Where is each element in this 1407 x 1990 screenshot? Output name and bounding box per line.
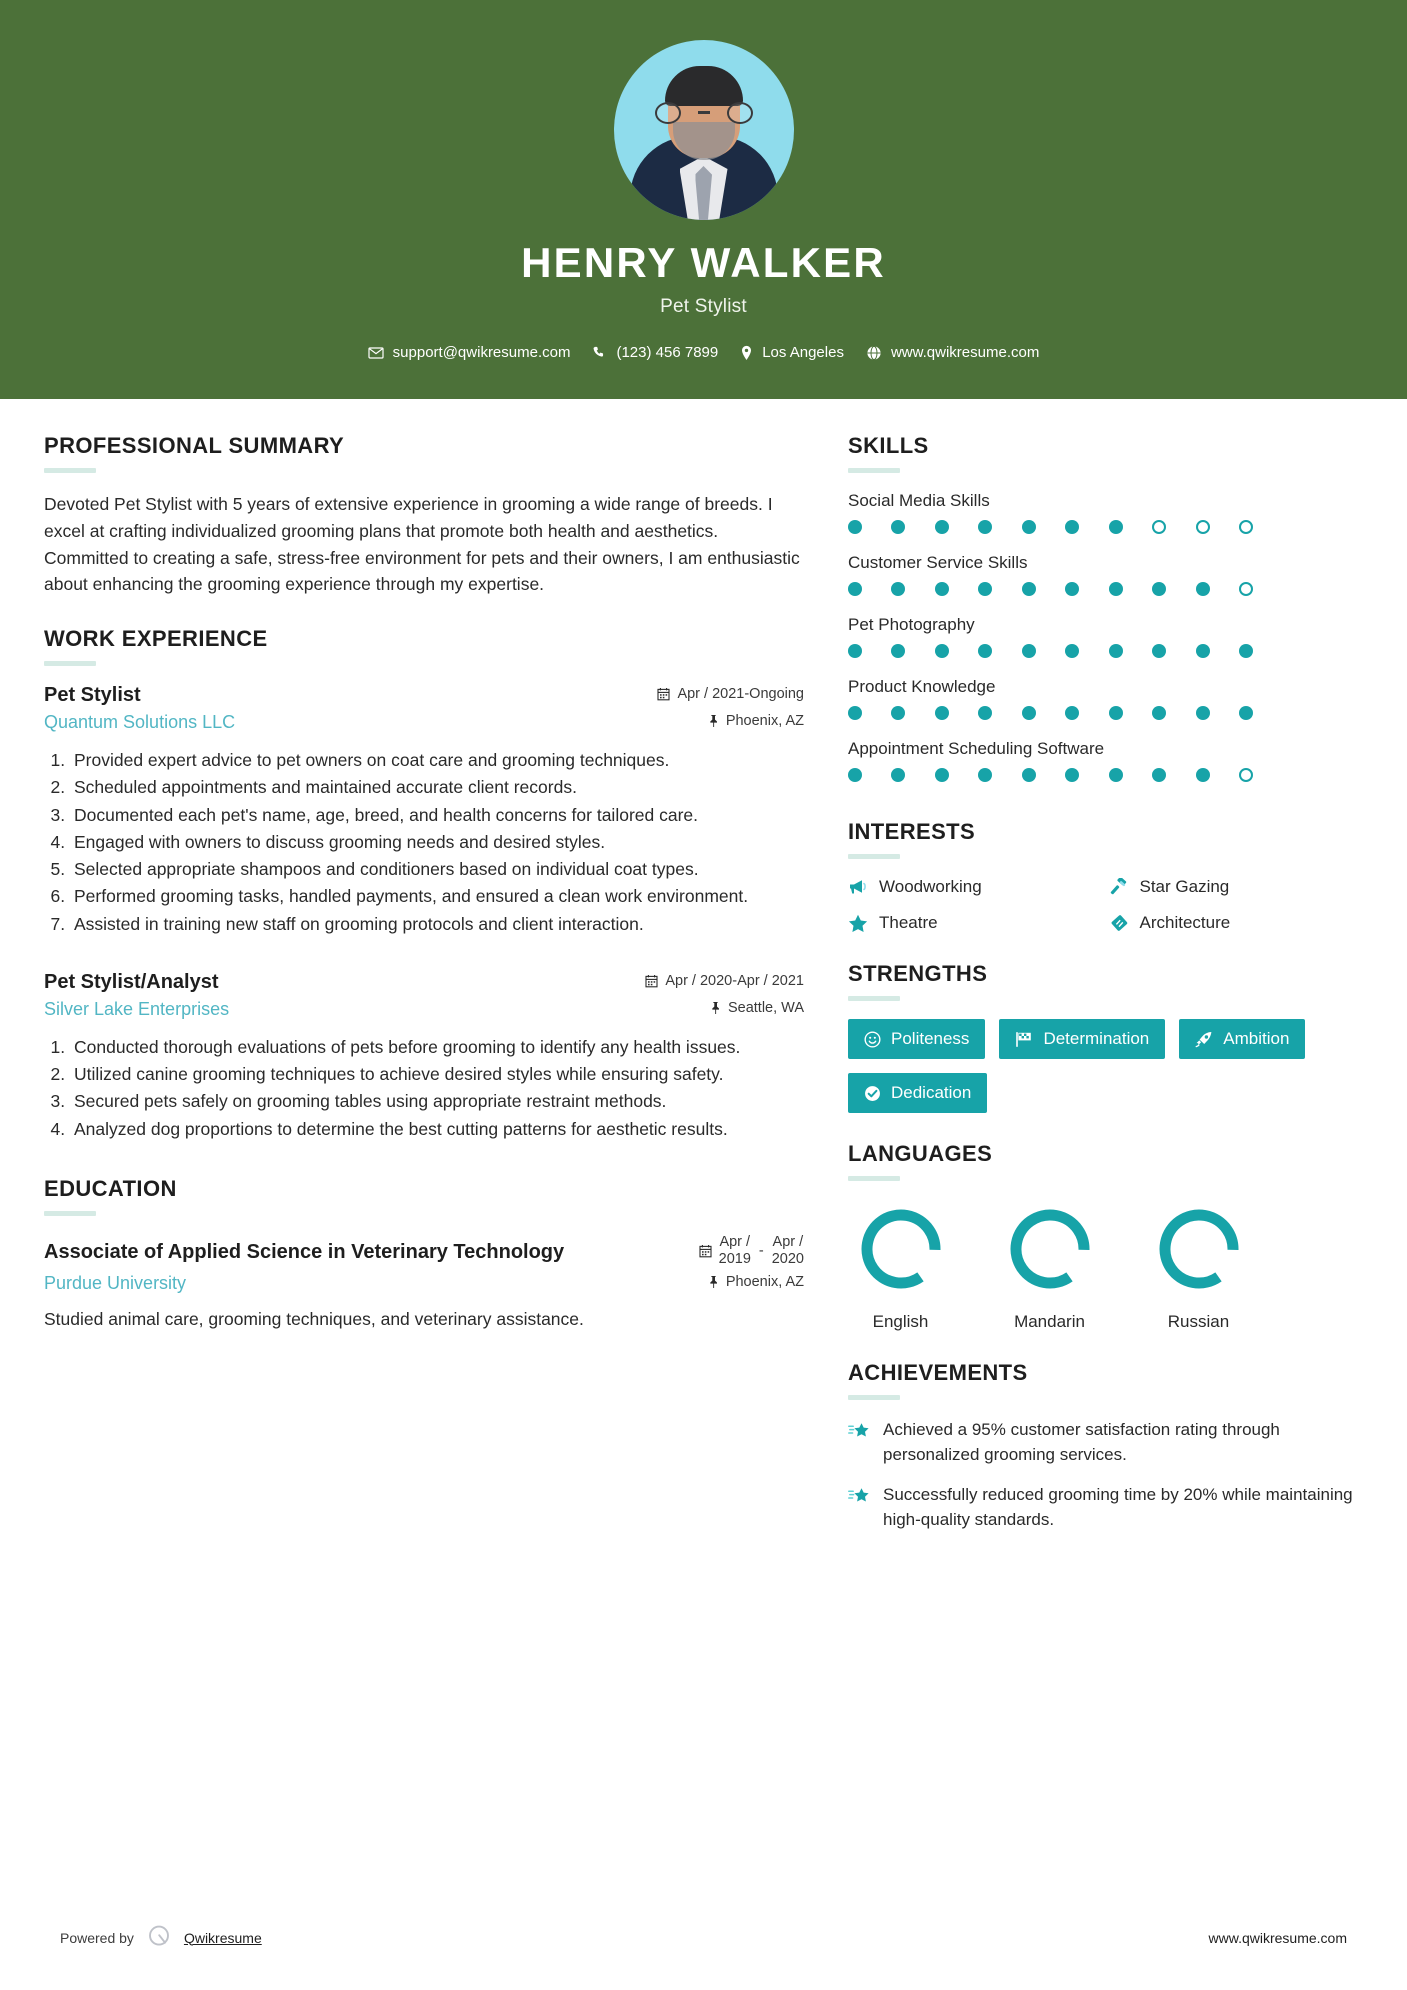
check-circle-icon xyxy=(864,1085,881,1102)
education-description: Studied animal care, grooming techniques, and veterinary assistance. xyxy=(44,1309,584,1330)
candidate-role: Pet Stylist xyxy=(660,296,747,317)
map-pin-icon xyxy=(740,345,753,361)
bullet-item: 3. Secured pets safely on grooming tables using appropriate restraint methods. xyxy=(70,1088,804,1114)
section-skills xyxy=(848,433,1363,782)
job-location xyxy=(708,713,804,729)
flag-icon xyxy=(1015,1031,1033,1048)
education-entry xyxy=(44,1234,804,1332)
section-achievements xyxy=(848,1360,1363,1533)
language-item xyxy=(997,1203,1102,1332)
job-bullets xyxy=(44,747,804,937)
job-location-text: Phoenix, AZ xyxy=(725,713,804,730)
education-end-month: Apr / xyxy=(772,1233,804,1250)
achievement-item xyxy=(848,1483,1363,1532)
job-date-text: Apr / 2021-Ongoing xyxy=(677,686,804,703)
degree-title: Associate of Applied Science in Veterinary Technology xyxy=(44,1240,565,1263)
skill-dot-filled xyxy=(1109,706,1123,720)
contact-bar xyxy=(368,344,1040,361)
section-title: ACHIEVEMENTS xyxy=(848,1360,1028,1385)
section-professional-summary xyxy=(44,433,804,598)
section-strengths xyxy=(848,961,1363,1113)
avatar xyxy=(614,40,794,220)
interests-grid xyxy=(848,877,1363,933)
diamond-icon xyxy=(1110,914,1129,932)
skill-dot-filled xyxy=(891,768,905,782)
skill-dot-filled xyxy=(978,582,992,596)
skill-dot-filled xyxy=(1022,520,1036,534)
bullet-item: 4. Engaged with owners to discuss grooming needs and desired styles. xyxy=(70,829,804,855)
skill-dot-filled xyxy=(1239,706,1253,720)
qwikresume-logo-icon xyxy=(146,1923,172,1952)
skill-dot-filled xyxy=(1065,582,1079,596)
date-separator: - xyxy=(758,1242,764,1259)
portrait-illustration xyxy=(614,40,794,220)
contact-email-text: support@qwikresume.com xyxy=(392,344,571,361)
contact-phone-text: (123) 456 7899 xyxy=(616,344,719,361)
language-label: English xyxy=(872,1312,929,1331)
job-date-text: Apr / 2020-Apr / 2021 xyxy=(665,972,804,989)
skill-label: Pet Photography xyxy=(848,615,975,634)
language-label: Russian xyxy=(1167,1312,1230,1331)
section-interests xyxy=(848,819,1363,933)
gavel-icon xyxy=(1110,878,1129,896)
language-gauge xyxy=(1153,1203,1245,1295)
section-title: STRENGTHS xyxy=(848,961,988,986)
skill-dot-filled xyxy=(1065,706,1079,720)
section-rule xyxy=(44,1211,96,1216)
bullet-item: 1. Provided expert advice to pet owners on coat care and grooming techniques. xyxy=(70,747,804,773)
section-title: LANGUAGES xyxy=(848,1141,993,1166)
skill-dot-filled xyxy=(978,706,992,720)
skill-dot-filled xyxy=(935,582,949,596)
bullet-item: 7. Assisted in training new staff on grooming protocols and client interaction. xyxy=(70,911,804,937)
job-title: Pet Stylist/Analyst xyxy=(44,970,219,993)
resume-footer xyxy=(0,1923,1407,1952)
skill-dot-filled xyxy=(1065,644,1079,658)
skill-dot-filled xyxy=(1196,768,1210,782)
globe-icon xyxy=(866,345,882,361)
strength-label: Politeness xyxy=(891,1029,970,1048)
strength-pill xyxy=(1179,1019,1305,1059)
skill-dot-filled xyxy=(848,644,862,658)
bullet-item: 5. Selected appropriate shampoos and conditioners based on individual coat types. xyxy=(70,856,804,882)
shooting-star-icon xyxy=(848,1483,870,1506)
contact-website[interactable] xyxy=(866,344,1039,361)
skill-rating xyxy=(848,520,1253,534)
languages-grid xyxy=(848,1199,1363,1332)
section-title: PROFESSIONAL SUMMARY xyxy=(44,433,345,458)
job-company[interactable]: Quantum Solutions LLC xyxy=(44,712,236,733)
skill-dot-filled xyxy=(848,768,862,782)
education-location-text: Phoenix, AZ xyxy=(725,1274,804,1291)
achievement-text: Successfully reduced grooming time by 20% while maintaining high-quality standards. xyxy=(883,1485,1353,1529)
education-end-year: 2020 xyxy=(771,1250,804,1267)
skill-dot-filled xyxy=(1196,582,1210,596)
education-start-year: 2019 xyxy=(718,1250,751,1267)
experience-entry xyxy=(44,684,804,937)
section-title: WORK EXPERIENCE xyxy=(44,626,268,652)
skill-dot-empty xyxy=(1239,768,1253,782)
shooting-star-icon xyxy=(848,1418,870,1441)
skill-dot-filled xyxy=(978,520,992,534)
interest-item xyxy=(848,913,1102,933)
education-start-month: Apr / xyxy=(719,1233,751,1250)
bullet-item: 3. Documented each pet's name, age, breed, and health concerns for tailored care. xyxy=(70,802,804,828)
skill-label: Product Knowledge xyxy=(848,677,996,696)
section-title: SKILLS xyxy=(848,433,929,458)
section-rule xyxy=(848,1395,900,1400)
calendar-icon xyxy=(699,1244,712,1258)
section-work-experience xyxy=(44,626,804,1142)
section-title: INTERESTS xyxy=(848,819,976,844)
smiley-icon xyxy=(864,1031,881,1048)
interest-label: Star Gazing xyxy=(1139,877,1230,896)
skill-dot-filled xyxy=(1152,768,1166,782)
section-title: EDUCATION xyxy=(44,1175,177,1201)
skill-dot-empty xyxy=(1152,520,1166,534)
job-bullets xyxy=(44,1034,804,1142)
language-gauge xyxy=(855,1203,947,1295)
megaphone-icon xyxy=(848,878,868,896)
job-title: Pet Stylist xyxy=(44,684,141,707)
section-languages xyxy=(848,1141,1363,1332)
interest-item xyxy=(848,877,1102,897)
skill-dot-filled xyxy=(1022,768,1036,782)
language-item xyxy=(1146,1203,1251,1332)
strength-pill xyxy=(848,1019,985,1059)
bullet-item: 2. Utilized canine grooming techniques to achieve desired styles while ensuring safety. xyxy=(70,1061,804,1087)
skill-label: Customer Service Skills xyxy=(848,553,1028,572)
strength-pill xyxy=(999,1019,1165,1059)
skill-dot-filled xyxy=(1022,582,1036,596)
interest-item xyxy=(1110,877,1364,897)
achievement-text: Achieved a 95% customer satisfaction rating through personalized grooming services. xyxy=(883,1420,1280,1464)
skill-dot-filled xyxy=(1022,706,1036,720)
strengths-grid xyxy=(848,1019,1363,1113)
bullet-item: 2. Scheduled appointments and maintained accurate client records. xyxy=(70,774,804,800)
language-gauge xyxy=(1004,1203,1096,1295)
qwikresume-link[interactable]: Qwikresume xyxy=(183,1929,262,1946)
section-rule xyxy=(848,996,900,1001)
skill-rating xyxy=(848,768,1253,782)
contact-phone[interactable] xyxy=(592,344,718,361)
skill-dot-filled xyxy=(1239,644,1253,658)
resume-body xyxy=(0,399,1407,1549)
skill-dot-filled xyxy=(1065,768,1079,782)
skill-dot-filled xyxy=(1196,644,1210,658)
skill-dot-filled xyxy=(1109,520,1123,534)
skill-dot-filled xyxy=(1109,644,1123,658)
strength-label: Ambition xyxy=(1223,1029,1290,1048)
skill-dot-filled xyxy=(935,706,949,720)
education-location xyxy=(708,1274,804,1290)
contact-location[interactable] xyxy=(740,344,844,361)
contact-location-text: Los Angeles xyxy=(762,344,844,361)
skill-dot-filled xyxy=(1109,582,1123,596)
language-item xyxy=(848,1203,953,1332)
skill-dot-filled xyxy=(1022,644,1036,658)
skill-dot-filled xyxy=(935,644,949,658)
section-education xyxy=(44,1176,804,1332)
footer-website[interactable]: www.qwikresume.com xyxy=(1208,1929,1347,1946)
job-date xyxy=(645,973,804,989)
strength-label: Determination xyxy=(1043,1029,1150,1048)
language-label: Mandarin xyxy=(1014,1312,1085,1331)
section-rule xyxy=(44,468,96,473)
education-date xyxy=(699,1234,804,1268)
skill-dot-empty xyxy=(1239,520,1253,534)
school-name[interactable]: Purdue University xyxy=(44,1273,187,1294)
rocket-icon xyxy=(1195,1031,1213,1048)
skill-dot-filled xyxy=(848,706,862,720)
job-location-text: Seattle, WA xyxy=(727,999,804,1016)
section-rule xyxy=(44,661,96,666)
skill-rating xyxy=(848,644,1253,658)
section-rule xyxy=(848,854,900,859)
skill-dot-filled xyxy=(978,644,992,658)
pushpin-icon xyxy=(708,714,719,728)
skill-dot-empty xyxy=(1196,520,1210,534)
powered-by-label: Powered by xyxy=(60,1929,134,1946)
phone-icon xyxy=(592,345,607,360)
experience-entry xyxy=(44,971,804,1142)
skill-dot-filled xyxy=(848,582,862,596)
skill-dot-filled xyxy=(891,644,905,658)
pushpin-icon xyxy=(708,1275,719,1289)
skill-dot-empty xyxy=(1239,582,1253,596)
bullet-item: 1. Conducted thorough evaluations of pets before grooming to identify any health issues. xyxy=(70,1034,804,1060)
job-date xyxy=(657,686,804,702)
bullet-item: 4. Analyzed dog proportions to determine the best cutting patterns for aesthetic results. xyxy=(70,1116,804,1142)
contact-email[interactable] xyxy=(368,344,571,361)
right-column xyxy=(848,433,1363,1549)
skill-dot-filled xyxy=(1152,582,1166,596)
interest-item xyxy=(1110,913,1364,933)
interest-label: Theatre xyxy=(879,913,938,932)
skill-dot-filled xyxy=(978,768,992,782)
skill-dot-filled xyxy=(935,520,949,534)
left-column xyxy=(44,433,804,1549)
envelope-icon xyxy=(368,345,384,361)
skill-label: Appointment Scheduling Software xyxy=(848,739,1105,758)
job-location xyxy=(710,1000,804,1016)
skills-list xyxy=(848,491,1363,782)
summary-text: Devoted Pet Stylist with 5 years of extensive experience in grooming a wide range of breeds. I excel at crafting individualized grooming plans that promote both health and aesthetics. Committed to creating a safe, stress-free environment for pets and their owners, I am enthusiastic about enhancing the grooming experience through my expertise. xyxy=(44,494,800,595)
star-icon xyxy=(848,914,868,933)
achievement-item xyxy=(848,1418,1363,1467)
skill-dot-filled xyxy=(935,768,949,782)
skill-dot-filled xyxy=(848,520,862,534)
skill-dot-filled xyxy=(891,520,905,534)
skill-dot-filled xyxy=(891,706,905,720)
resume-header xyxy=(0,0,1407,399)
interest-label: Architecture xyxy=(1139,913,1231,932)
skill-dot-filled xyxy=(1109,768,1123,782)
calendar-icon xyxy=(657,687,670,701)
candidate-name: HENRY WALKER xyxy=(521,239,886,286)
calendar-icon xyxy=(645,974,658,988)
skill-dot-filled xyxy=(1065,520,1079,534)
skill-dot-filled xyxy=(1196,706,1210,720)
skill-dot-filled xyxy=(891,582,905,596)
job-company[interactable]: Silver Lake Enterprises xyxy=(44,998,230,1019)
skill-label: Social Media Skills xyxy=(848,491,990,510)
interest-label: Woodworking xyxy=(879,877,982,896)
skill-dot-filled xyxy=(1152,706,1166,720)
skill-rating xyxy=(848,706,1253,720)
strength-label: Dedication xyxy=(891,1083,972,1102)
contact-website-text: www.qwikresume.com xyxy=(890,344,1040,361)
section-rule xyxy=(848,468,900,473)
pushpin-icon xyxy=(710,1001,721,1015)
strength-pill xyxy=(848,1073,987,1113)
skill-dot-filled xyxy=(1152,644,1166,658)
skill-rating xyxy=(848,582,1253,596)
bullet-item: 6. Performed grooming tasks, handled payments, and ensured a clean work environment. xyxy=(70,883,804,909)
section-rule xyxy=(848,1176,900,1181)
